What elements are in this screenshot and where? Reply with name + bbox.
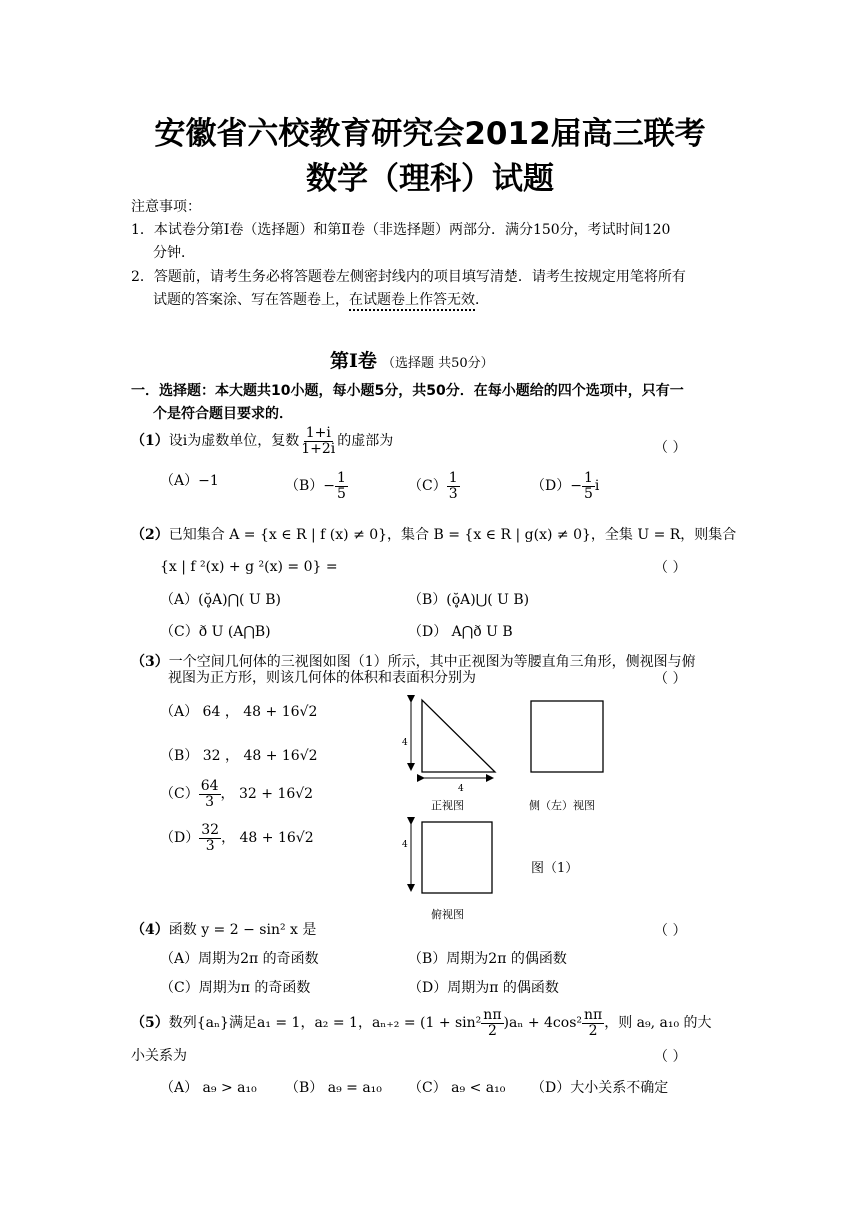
front-width-label: 4 (458, 784, 464, 794)
q3-option-c (160, 779, 313, 809)
q1-option-b (285, 471, 348, 501)
q5-line2: 小关系为 (131, 1048, 187, 1064)
q5-frac1-num: nπ (483, 1007, 502, 1023)
q3-opt-c-frac (199, 779, 221, 809)
question-5 (131, 1008, 712, 1038)
q3-opt-d-frac (199, 823, 221, 853)
q3-answer-paren: （ ） (654, 671, 687, 687)
q2-option-c: （C）ð U (A⋂B) (160, 624, 271, 640)
question-4 (131, 920, 316, 940)
q5-number: （5） (131, 1015, 169, 1032)
q3-opt-c-label: （C） (160, 786, 199, 803)
top-view-square (422, 822, 492, 893)
q5-text-c: ，则 a₉, a₁₀ 的大 (604, 1015, 712, 1032)
question-1 (131, 426, 393, 456)
q5-answer-paren: （ ） (654, 1049, 687, 1065)
q1-opt-d-frac (582, 471, 595, 501)
notes-item1-line1: 1．本试卷分第Ⅰ卷（选择题）和第Ⅱ卷（非选择题）两部分．满分150分，考试时间120 (131, 222, 671, 238)
top-height-label: 4 (402, 840, 408, 850)
question-2 (131, 525, 736, 545)
q2-line2: {x | f ²(x) + g ²(x) = 0} = (160, 559, 338, 575)
notes-item2-line2a: 试题的答案涂、写在答题卷上， (153, 292, 349, 308)
q4-option-b: （B）周期为2π 的偶函数 (408, 951, 567, 967)
q3-opt-d-num: 32 (201, 822, 220, 838)
q1-text-a: 设i为虚数单位，复数 (168, 433, 300, 450)
q1-opt-d-label: （D） (531, 478, 571, 495)
q3-option-b: （B） 32 ， 48 + 16√2 (160, 748, 318, 764)
q5-frac1-den: 2 (487, 1022, 497, 1039)
q1-number: （1） (131, 433, 169, 450)
q5-frac2 (582, 1008, 604, 1038)
q4-number: （4） (131, 922, 169, 938)
q1-answer-paren: （ ） (654, 440, 687, 456)
q4-option-a: （A）周期为2π 的奇函数 (160, 951, 319, 967)
q3-opt-c-den: 3 (205, 793, 215, 810)
q3-opt-c-num: 64 (200, 778, 219, 794)
section-subtitle: （选择题 共50分） (381, 356, 494, 371)
q5-frac1 (481, 1008, 503, 1038)
q1-opt-b-label: （B） (285, 478, 324, 495)
q2-line1: 已知集合 A = {x ∈ R | f (x) ≠ 0}，集合 B = {x ∈ R | g(x) ≠ 0}，全集 U = R，则集合 (168, 527, 737, 543)
emphasis-text: 在试题卷上作答无效 (349, 292, 475, 311)
q5-text-a: 数列{aₙ}满足a₁ = 1，a₂ = 1，aₙ₊₂ = (1 + sin² (168, 1015, 482, 1032)
q3-option-a: （A） 64 ， 48 + 16√2 (160, 704, 318, 720)
q3-opt-d-label: （D） (160, 830, 200, 847)
q3-opt-d-den: 3 (205, 837, 215, 854)
q1-option-a (160, 471, 219, 491)
q3-line2: 视图为正方形，则该几何体的体积和表面积分别为 (168, 670, 476, 686)
q4-answer-paren: （ ） (654, 923, 687, 939)
q1-opt-c-frac (447, 471, 460, 501)
exam-title-line2: 数学（理科）试题 (306, 161, 554, 197)
q5-option-c: （C） a₉ < a₁₀ (408, 1080, 506, 1096)
figure-caption: 图（1） (531, 861, 579, 876)
q4-option-d: （D）周期为π 的偶函数 (408, 980, 559, 996)
q1-text-b: 的虚部为 (337, 433, 394, 450)
q1-opt-a-label: （A） (160, 473, 199, 489)
q1-option-d (531, 471, 599, 501)
front-view-caption: 正视图 (431, 799, 464, 812)
q5-option-d: （D）大小关系不确定 (531, 1080, 669, 1096)
section-title: 第Ⅰ卷 (330, 350, 377, 372)
q5-frac2-den: 2 (588, 1022, 598, 1039)
front-height-label: 4 (402, 738, 408, 748)
q3-opt-d-rest: ， 48 + 16√2 (221, 830, 314, 847)
q1-opt-d-suffix: i (594, 478, 600, 495)
q2-option-b: （B）(ŏ̥A)⋃( U B) (408, 592, 530, 608)
q1-opt-b-frac (335, 471, 348, 501)
q5-frac2-num: nπ (584, 1007, 603, 1023)
q3-number: （3） (131, 654, 169, 670)
q1-opt-c-den: 3 (448, 485, 458, 502)
q2-number: （2） (131, 527, 169, 543)
front-view-triangle (422, 700, 495, 772)
q3-option-d (160, 823, 314, 853)
q4-text: 函数 y = 2 − sin² x 是 (168, 922, 317, 938)
q1-frac-num: 1+i (305, 425, 331, 441)
q1-opt-c-label: （C） (408, 478, 447, 495)
side-view-square (531, 701, 603, 772)
part1-line2: 个是符合题目要求的． (153, 406, 293, 422)
q4-option-c: （C）周期为π 的奇函数 (160, 980, 311, 996)
q1-opt-b-num: 1 (337, 470, 346, 486)
side-view-caption: 侧（左）视图 (529, 799, 595, 812)
q1-opt-d-den: 5 (583, 485, 593, 502)
q1-frac-den: 1+2i (301, 440, 336, 457)
q1-opt-b-den: 5 (337, 485, 346, 502)
q2-option-d: （D） A⋂ð U B (408, 624, 513, 640)
q2-option-a: （A）(ŏ̥A)⋂( U B) (160, 592, 281, 608)
notes-item2-line2 (153, 290, 489, 310)
q1-opt-d-num: 1 (583, 470, 593, 486)
notes-item2-line1: 2．答题前，请考生务必将答题卷左侧密封线内的项目填写清楚．请考生按规定用笔将所有 (131, 269, 686, 285)
q1-option-c (408, 471, 460, 501)
part1-line1: 一．选择题：本大题共10小题，每小题5分，共50分．在每小题给的四个选项中，只有一 (131, 383, 684, 399)
section-heading (330, 346, 494, 373)
notes-item2-line2c: ． (475, 292, 489, 308)
exam-title-line1: 安徽省六校教育研究会2012届高三联考 (154, 116, 706, 152)
q2-answer-paren: （ ） (654, 560, 687, 576)
q1-fraction (299, 426, 337, 456)
q1-opt-b-sign: − (323, 478, 336, 495)
q5-option-a: （A） a₉ > a₁₀ (160, 1080, 257, 1096)
q5-option-b: （B） a₉ = a₁₀ (285, 1080, 382, 1096)
notes-item1-line2: 分钟． (153, 245, 195, 261)
notes-heading: 注意事项： (131, 199, 201, 215)
q3-line1: 一个空间几何体的三视图如图（1）所示，其中正视图为等腰直角三角形，侧视图与俯 (168, 654, 696, 670)
top-view-caption: 俯视图 (431, 908, 464, 921)
q1-opt-c-num: 1 (448, 470, 458, 486)
q1-opt-d-sign: − (570, 478, 582, 495)
q5-text-b: )aₙ + 4cos² (503, 1015, 582, 1032)
q3-opt-c-rest: ， 32 + 16√2 (220, 786, 314, 803)
q1-opt-a-value: −1 (198, 473, 219, 489)
